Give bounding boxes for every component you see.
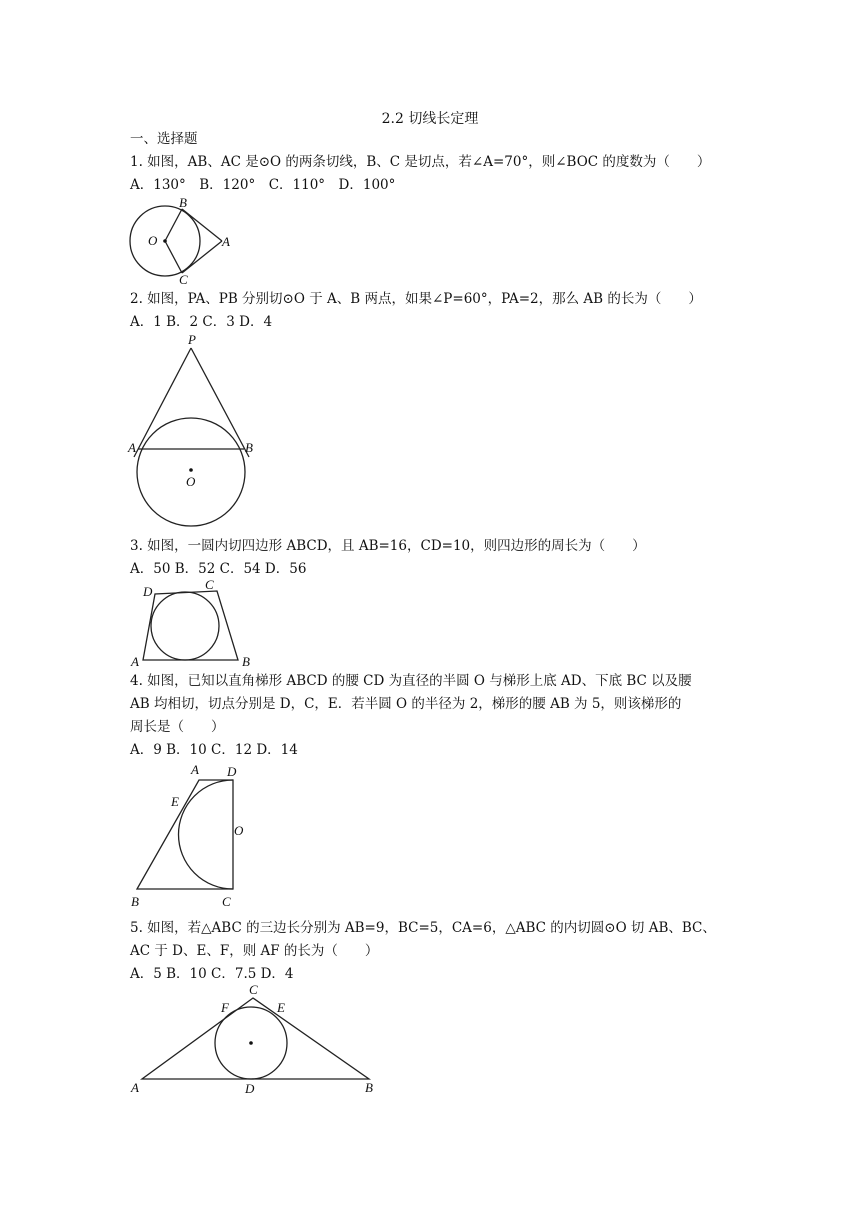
section-heading: 一、选择题 bbox=[130, 131, 198, 147]
q3-label-b: B bbox=[242, 654, 250, 668]
q2-stem: 2. 如图，PA、PB 分别切⊙O 于 A、B 两点，如果∠P=60°，PA=2，那么 AB 的长为（ ） bbox=[130, 291, 702, 307]
q5-figure bbox=[125, 980, 385, 1100]
q4-options: A．9 B．10 C．12 D．14 bbox=[130, 742, 298, 758]
q2-tangent-pb bbox=[191, 348, 249, 457]
q5-stem-line-1: 5. 如图，若△ABC 的三边长分别为 AB=9，BC=5，CA=6，△ABC 的内切圆⊙O 切 AB、BC、 bbox=[130, 920, 716, 936]
q1-tangent-ac bbox=[182, 241, 222, 273]
q5-label-a: A bbox=[131, 1080, 139, 1095]
q4-label-c: C bbox=[222, 894, 231, 909]
q3-incircle bbox=[151, 592, 219, 660]
q3-stem: 3. 如图，一圆内切四边形 ABCD，且 AB=16，CD=10，则四边形的周长为（ ） bbox=[130, 538, 646, 554]
q1-stem: 1. 如图，AB、AC 是⊙O 的两条切线，B、C 是切点，若∠A=70°，则∠BOC 的度数为（ ） bbox=[130, 154, 711, 170]
q2-label-a: A bbox=[128, 440, 136, 455]
q4-trapezoid bbox=[137, 780, 233, 889]
q1-label-b: B bbox=[179, 195, 187, 210]
q3-quadrilateral bbox=[143, 591, 238, 660]
q3-figure bbox=[125, 576, 265, 668]
q2-tangent-pa bbox=[134, 348, 191, 457]
q4-label-b: B bbox=[131, 894, 139, 909]
q1-options: A．130° B．120° C．110° D．100° bbox=[130, 177, 396, 193]
q4-semicircle bbox=[179, 780, 234, 889]
q1-label-a: A bbox=[222, 234, 230, 249]
q5-triangle bbox=[142, 998, 369, 1079]
q4-stem-line-2: AB 均相切，切点分别是 D，C，E．若半圆 O 的半径为 2，梯形的腰 AB 为 5，则该梯形的 bbox=[130, 696, 682, 712]
q2-options: A．1 B．2 C．3 D．4 bbox=[130, 314, 273, 330]
q4-stem-line-3: 周长是（ ） bbox=[130, 719, 225, 735]
q5-options: A．5 B．10 C．7.5 D．4 bbox=[130, 966, 294, 982]
q3-options: A．50 B．52 C．54 D．56 bbox=[130, 561, 307, 577]
q1-radius-ob bbox=[165, 209, 182, 241]
q1-center-dot bbox=[163, 239, 167, 243]
q3-label-a: A bbox=[131, 654, 139, 668]
q5-stem-line-2: AC 于 D、E、F，则 AF 的长为（ ） bbox=[130, 943, 379, 959]
q1-label-c: C bbox=[179, 272, 188, 285]
q4-label-d: D bbox=[227, 764, 237, 779]
q4-label-o: O bbox=[234, 823, 244, 838]
q2-label-b: B bbox=[245, 440, 253, 455]
q2-center-dot bbox=[189, 468, 193, 472]
q2-label-p: P bbox=[188, 332, 196, 347]
q2-circle bbox=[137, 418, 245, 526]
q1-figure bbox=[125, 195, 245, 285]
q5-center-dot bbox=[249, 1041, 253, 1045]
q2-label-o: O bbox=[186, 474, 196, 489]
q5-label-e: E bbox=[277, 1000, 285, 1015]
q5-label-b: B bbox=[365, 1080, 373, 1095]
q3-label-c: C bbox=[205, 577, 214, 592]
q1-label-o: O bbox=[148, 233, 158, 248]
q4-figure bbox=[125, 760, 265, 910]
q5-label-f: F bbox=[221, 1000, 229, 1015]
q1-tangent-ab bbox=[182, 209, 222, 241]
q3-label-d: D bbox=[143, 584, 153, 599]
q4-label-a: A bbox=[191, 762, 199, 777]
q4-label-e: E bbox=[171, 794, 179, 809]
q2-figure bbox=[125, 330, 265, 530]
q5-label-c: C bbox=[249, 982, 258, 997]
document-title: 2.2 切线长定理 bbox=[381, 111, 479, 127]
q4-stem-line-1: 4. 如图，已知以直角梯形 ABCD 的腰 CD 为直径的半圆 O 与梯形上底 AD、下底 BC 以及腰 bbox=[130, 673, 692, 689]
q1-radius-oc bbox=[165, 241, 182, 273]
q5-label-d: D bbox=[245, 1081, 255, 1096]
